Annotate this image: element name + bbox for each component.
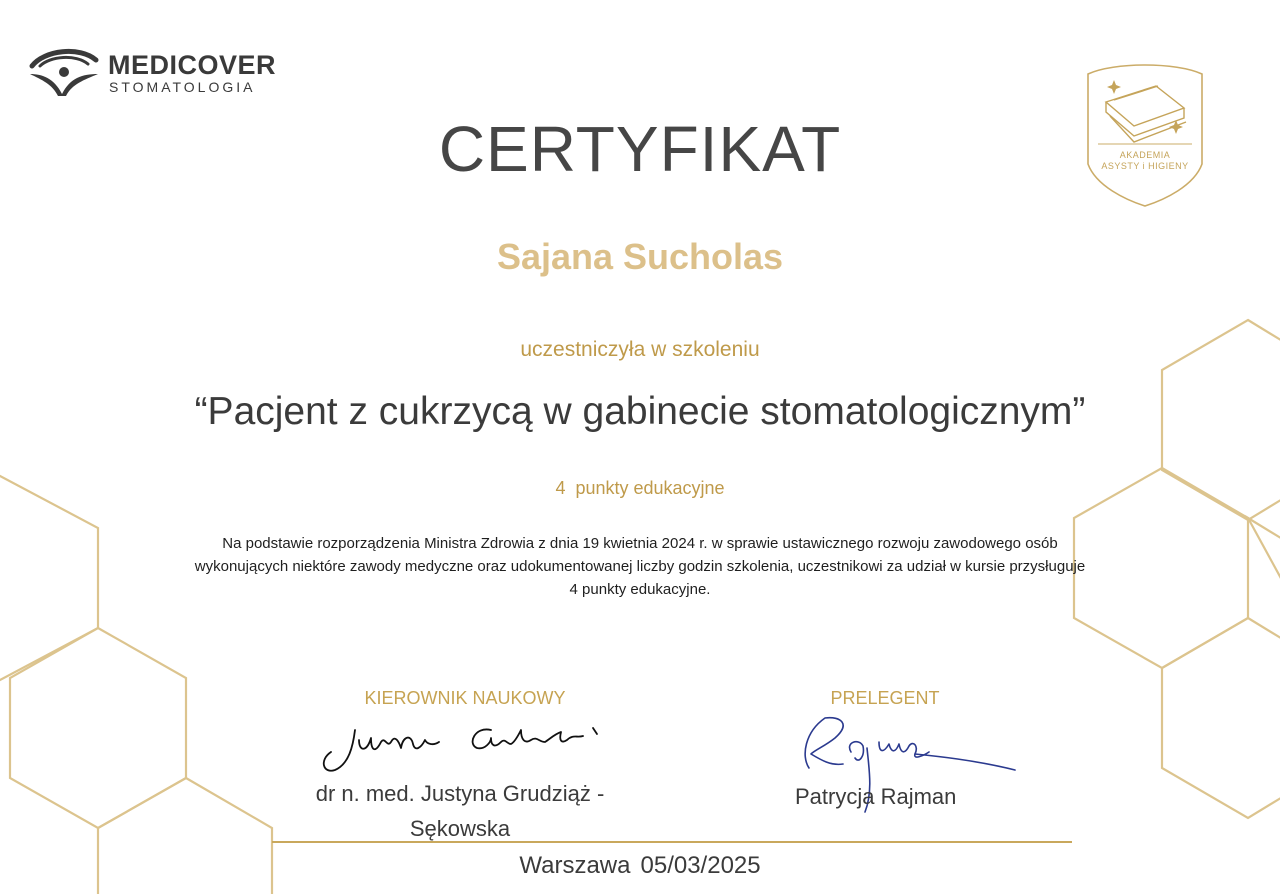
course-title: “Pacjent z cukrzycą w gabinecie stomatologicznym” xyxy=(194,390,1086,433)
scientific-director-name-line1: dr n. med. Justyna Grudziąż - xyxy=(315,781,605,806)
signature-scientific-director xyxy=(315,712,615,782)
lecturer-name: Patrycja Rajman xyxy=(795,784,957,809)
medicover-logo xyxy=(26,44,286,100)
points-label: punkty edukacyjne xyxy=(575,478,725,498)
participated-text: uczestniczyła w szkoleniu xyxy=(520,338,760,361)
scientific-director-name-line2: Sękowska xyxy=(409,816,511,841)
scientific-director-name xyxy=(290,776,630,846)
participant-name: Sajana Sucholas xyxy=(496,236,784,277)
date: 05/03/2025 xyxy=(640,852,761,879)
medicover-logo-icon xyxy=(26,44,102,100)
footer-divider xyxy=(272,841,1072,843)
place-and-date xyxy=(0,852,1280,880)
education-points xyxy=(0,478,1280,499)
role-scientific-director: KIEROWNIK NAUKOWY xyxy=(364,688,566,708)
legal-basis-text: Na podstawie rozporządzenia Ministra Zdrowia z dnia 19 kwietnia 2024 r. w sprawie ustawicznego rozwoju zawodowego osób wykonujących niektóre zawody medyczne oraz udokumentowanej liczby godzin szkolenia, uczestnikowi za udział w kursie przysługuje 4 punkty edukacyjne. xyxy=(194,535,1086,598)
logo-name: MEDICOVER xyxy=(108,50,277,80)
badge-line2: ASYSTY i HIGIENY xyxy=(1101,161,1189,171)
role-lecturer: PRELEGENT xyxy=(830,688,940,708)
badge-line1: AKADEMIA xyxy=(1119,150,1171,160)
points-number: 4 xyxy=(555,478,566,498)
city: Warszawa xyxy=(519,852,631,879)
certificate-title: CERTYFIKAT xyxy=(438,113,842,185)
logo-subtitle: STOMATOLOGIA xyxy=(109,79,256,95)
